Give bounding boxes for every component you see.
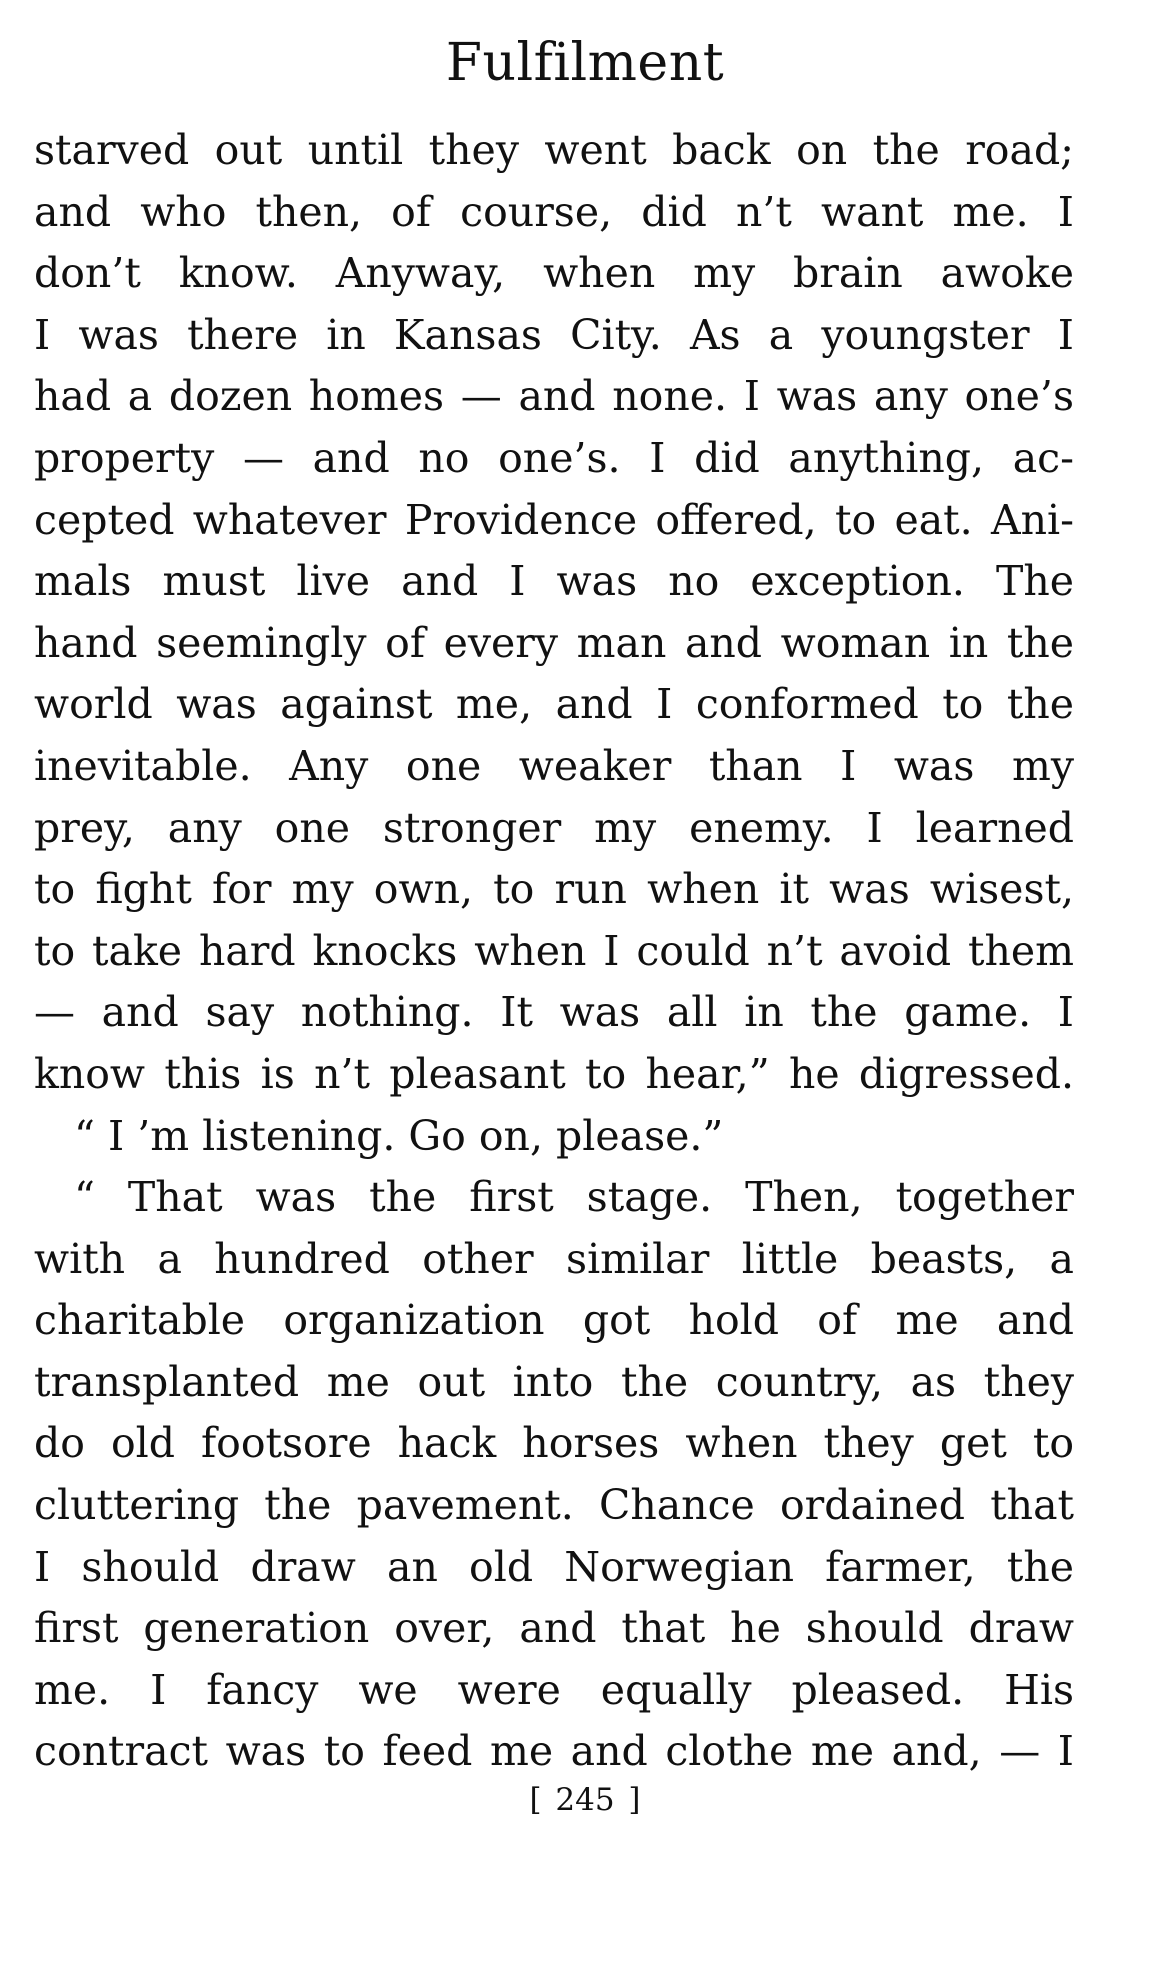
text-line: me. I fancy we were equally pleased. His <box>34 1665 1074 1714</box>
text-line: inevitable. Any one weaker than I was my <box>34 741 1074 790</box>
text-line: starved out until they went back on the road; <box>34 126 1074 174</box>
text-line: property — and no one’s. I did anything, ac- <box>34 433 1074 482</box>
text-line: do old footsore hack horses when they get to <box>34 1419 1074 1468</box>
body-text <box>34 120 1074 1783</box>
text-line: cepted whatever Providence offered, to eat. Ani- <box>34 495 1074 544</box>
text-line: hand seemingly of every man and woman in the <box>34 618 1074 667</box>
text-line: to fight for my own, to run when it was wisest, <box>34 865 1074 914</box>
text-line-paragraph-start: “ I ’m listening. Go on, please.” <box>74 1111 724 1160</box>
text-line: — and say nothing. It was all in the game. I <box>34 988 1074 1037</box>
text-line: charitable organization got hold of me and <box>34 1296 1074 1345</box>
text-line: don’t know. Anyway, when my brain awoke <box>34 249 1074 298</box>
text-line: transplanted me out into the country, as they <box>34 1357 1074 1406</box>
text-line: I should draw an old Norwegian farmer, the <box>34 1542 1074 1591</box>
text-line: first generation over, and that he should draw <box>34 1604 1074 1653</box>
text-line: cluttering the pavement. Chance ordained that <box>34 1481 1074 1530</box>
text-line: world was against me, and I conformed to the <box>34 680 1074 729</box>
text-line: had a dozen homes — and none. I was any one’s <box>34 372 1074 421</box>
text-line: know this is n’t pleasant to hear,” he digressed. <box>34 1049 1074 1098</box>
text-line-paragraph-start: “ That was the first stage. Then, together <box>74 1173 1074 1222</box>
text-line: I was there in Kansas City. As a youngster I <box>34 310 1074 359</box>
page-number: [ 245 ] <box>529 1782 641 1818</box>
text-line: and who then, of course, did n’t want me. I <box>34 187 1074 236</box>
text-line: to take hard knocks when I could n’t avoid them <box>34 926 1074 975</box>
text-line: with a hundred other similar little beasts, a <box>34 1234 1074 1283</box>
running-head: Fulfilment <box>445 33 725 93</box>
text-line: mals must live and I was no exception. The <box>34 557 1074 606</box>
text-line: contract was to feed me and clothe me and, — I <box>34 1727 1074 1776</box>
text-line: prey, any one stronger my enemy. I learned <box>34 803 1074 852</box>
